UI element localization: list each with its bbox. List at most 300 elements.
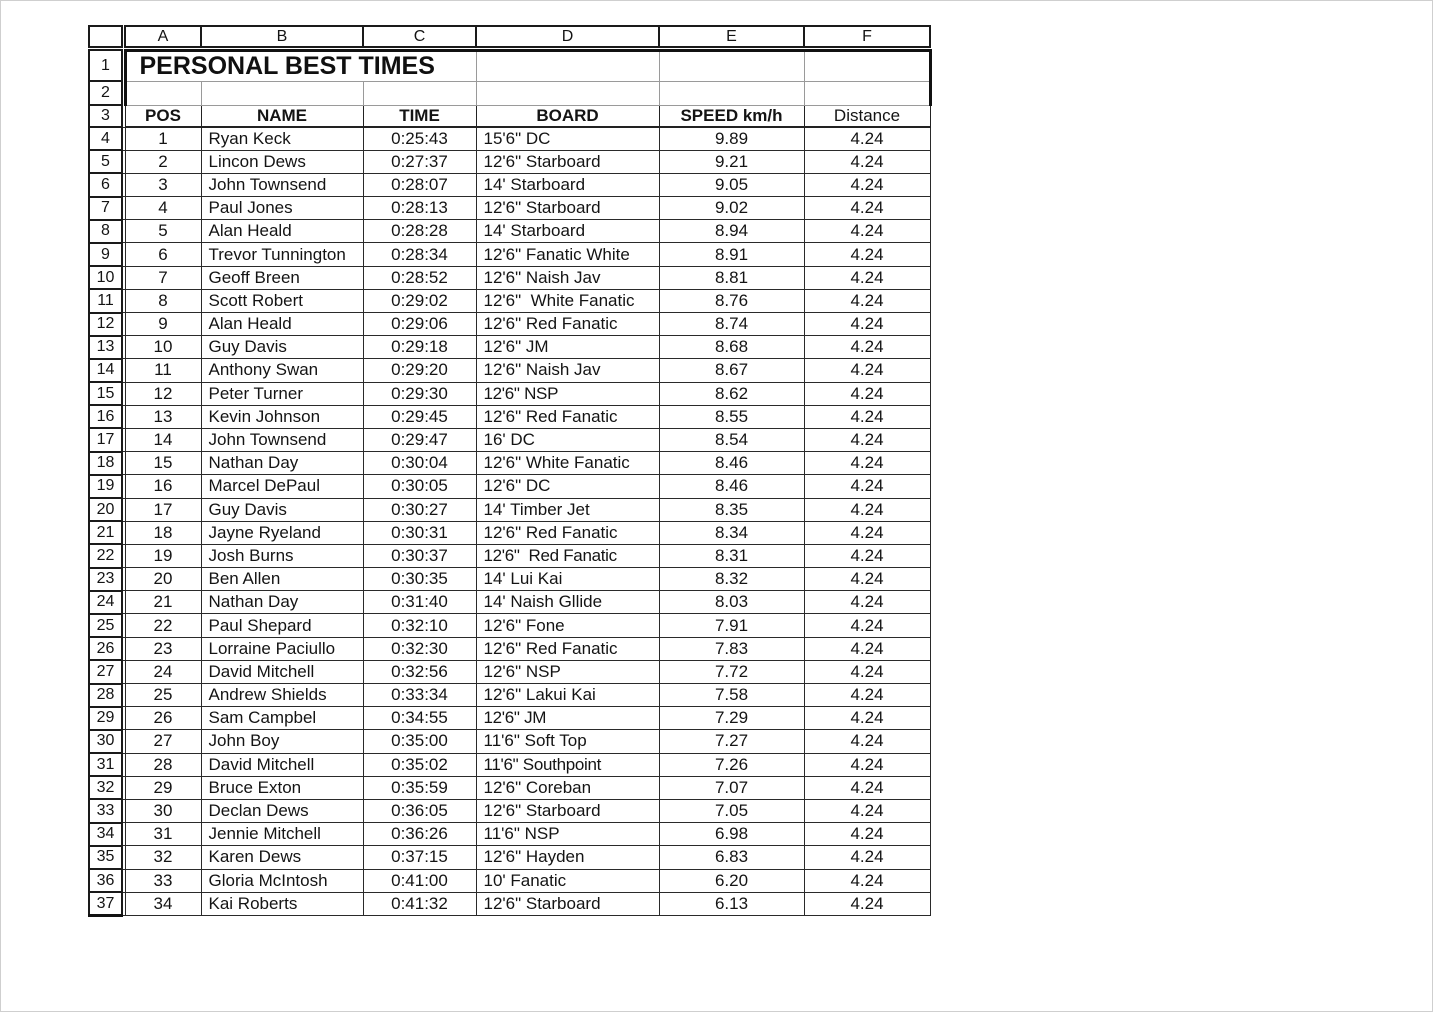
cell-pos[interactable]: 8: [125, 289, 201, 312]
column-header-row: [89, 26, 930, 47]
row-header[interactable]: 12: [89, 313, 122, 336]
cell-name[interactable]: Marcel DePaul: [201, 475, 363, 498]
column-header-d[interactable]: D: [476, 26, 659, 47]
cell-name[interactable]: David Mitchell: [201, 753, 363, 776]
empty-cell[interactable]: [363, 81, 476, 105]
table-row: [89, 823, 930, 846]
cell-time[interactable]: 0:27:37: [363, 150, 476, 173]
cell-board[interactable]: 12'6" Red Fanatic: [476, 521, 659, 544]
cell-board[interactable]: 12'6" Hayden: [476, 846, 659, 869]
column-header-b[interactable]: B: [201, 26, 363, 47]
cell-time[interactable]: 0:25:43: [363, 127, 476, 150]
cell-speed[interactable]: 7.27: [659, 730, 804, 753]
empty-cell[interactable]: [476, 81, 659, 105]
empty-cell[interactable]: [804, 50, 930, 81]
cell-board[interactable]: 12'6" Naish Jav: [476, 266, 659, 289]
cell-board[interactable]: 12'6" Lakui Kai: [476, 684, 659, 707]
table-row: [89, 405, 930, 428]
cell-name[interactable]: Andrew Shields: [201, 684, 363, 707]
select-all-corner[interactable]: [89, 26, 122, 47]
cell-pos[interactable]: 25: [125, 684, 201, 707]
cell-distance[interactable]: 4.24: [804, 591, 930, 614]
cell-name[interactable]: Sam Campbel: [201, 707, 363, 730]
cell-board[interactable]: 11'6" NSP: [476, 823, 659, 846]
cell-speed[interactable]: 8.31: [659, 544, 804, 567]
row-header[interactable]: 20: [89, 498, 122, 521]
cell-time[interactable]: 0:29:20: [363, 359, 476, 382]
table-row: [89, 266, 930, 289]
empty-cell[interactable]: [476, 50, 659, 81]
header-name[interactable]: NAME: [201, 105, 363, 127]
table-header-row: [89, 105, 930, 127]
table-row: [89, 313, 930, 336]
row-header[interactable]: 24: [89, 591, 122, 614]
cell-speed[interactable]: 9.05: [659, 173, 804, 196]
cell-name[interactable]: Trevor Tunnington: [201, 243, 363, 266]
row-header[interactable]: 14: [89, 359, 122, 382]
cell-distance[interactable]: 4.24: [804, 614, 930, 637]
cell-board[interactable]: 11'6" Southpoint: [476, 753, 659, 776]
cell-name[interactable]: Alan Heald: [201, 220, 363, 243]
cell-name[interactable]: Nathan Day: [201, 591, 363, 614]
row-header[interactable]: 6: [89, 173, 122, 196]
cell-board[interactable]: 12'6" Red Fanatic: [476, 313, 659, 336]
row-header[interactable]: 4: [89, 127, 122, 150]
cell-speed[interactable]: 8.03: [659, 591, 804, 614]
cell-distance[interactable]: 4.24: [804, 823, 930, 846]
cell-time[interactable]: 0:41:32: [363, 892, 476, 915]
row-header[interactable]: 17: [89, 428, 122, 451]
cell-speed[interactable]: 7.83: [659, 637, 804, 660]
header-pos[interactable]: POS: [125, 105, 201, 127]
table-row: [89, 591, 930, 614]
cell-speed[interactable]: 6.13: [659, 892, 804, 915]
sheet-row-2: [89, 81, 930, 105]
cell-board[interactable]: 12'6" Naish Jav: [476, 359, 659, 382]
header-speed[interactable]: SPEED km/h: [659, 105, 804, 127]
cell-distance[interactable]: 4.24: [804, 173, 930, 196]
cell-distance[interactable]: 4.24: [804, 776, 930, 799]
cell-board[interactable]: 15'6" DC: [476, 127, 659, 150]
cell-name[interactable]: John Townsend: [201, 428, 363, 451]
table-row: [89, 776, 930, 799]
cell-distance[interactable]: 4.24: [804, 684, 930, 707]
cell-pos[interactable]: 13: [125, 405, 201, 428]
row-header[interactable]: 19: [89, 475, 122, 498]
column-header-f[interactable]: F: [804, 26, 930, 47]
cell-name[interactable]: Geoff Breen: [201, 266, 363, 289]
cell-board[interactable]: 12'6" NSP: [476, 382, 659, 405]
cell-pos[interactable]: 33: [125, 869, 201, 892]
cell-board[interactable]: 12'6" White Fanatic: [476, 452, 659, 475]
cell-board[interactable]: 12'6" Starboard: [476, 150, 659, 173]
row-header[interactable]: 32: [89, 776, 122, 799]
table-row: [89, 428, 930, 451]
row-header[interactable]: 22: [89, 544, 122, 567]
cell-time[interactable]: 0:29:47: [363, 428, 476, 451]
row-header[interactable]: 25: [89, 614, 122, 637]
cell-board[interactable]: 14' Timber Jet: [476, 498, 659, 521]
cell-time[interactable]: 0:28:34: [363, 243, 476, 266]
table-row: [89, 475, 930, 498]
row-header[interactable]: 3: [89, 105, 122, 127]
cell-time[interactable]: 0:29:18: [363, 336, 476, 359]
row-header[interactable]: 10: [89, 266, 122, 289]
cell-name[interactable]: Ben Allen: [201, 568, 363, 591]
table-row: [89, 173, 930, 196]
empty-cell[interactable]: [201, 81, 363, 105]
cell-distance[interactable]: 4.24: [804, 197, 930, 220]
table-row: [89, 660, 930, 683]
cell-distance[interactable]: 4.24: [804, 243, 930, 266]
cell-speed[interactable]: 6.83: [659, 846, 804, 869]
row-header[interactable]: 37: [89, 892, 122, 915]
column-header-e[interactable]: E: [659, 26, 804, 47]
cell-distance[interactable]: 4.24: [804, 127, 930, 150]
cell-board[interactable]: 12'6" JM: [476, 707, 659, 730]
cell-board[interactable]: 12'6" Red Fanatic: [476, 405, 659, 428]
cell-pos[interactable]: 24: [125, 660, 201, 683]
cell-speed[interactable]: 7.91: [659, 614, 804, 637]
cell-name[interactable]: David Mitchell: [201, 660, 363, 683]
cell-name[interactable]: Nathan Day: [201, 452, 363, 475]
cell-name[interactable]: Jennie Mitchell: [201, 823, 363, 846]
cell-distance[interactable]: 4.24: [804, 336, 930, 359]
cell-board[interactable]: 14' Starboard: [476, 220, 659, 243]
sheet-row-1: [89, 50, 930, 81]
cell-board[interactable]: 12'6" Starboard: [476, 799, 659, 822]
cell-board[interactable]: 14' Lui Kai: [476, 568, 659, 591]
cell-time[interactable]: 0:32:56: [363, 660, 476, 683]
cell-pos[interactable]: 5: [125, 220, 201, 243]
cell-speed[interactable]: 7.58: [659, 684, 804, 707]
cell-distance[interactable]: 4.24: [804, 521, 930, 544]
cell-distance[interactable]: 4.24: [804, 405, 930, 428]
row-header[interactable]: 29: [89, 707, 122, 730]
row-header[interactable]: 26: [89, 637, 122, 660]
cell-board[interactable]: 12'6" JM: [476, 336, 659, 359]
cell-distance[interactable]: 4.24: [804, 637, 930, 660]
cell-distance[interactable]: 4.24: [804, 799, 930, 822]
cell-board[interactable]: 12'6" Starboard: [476, 892, 659, 915]
cell-name[interactable]: Karen Dews: [201, 846, 363, 869]
cell-speed[interactable]: 8.68: [659, 336, 804, 359]
cell-name[interactable]: Gloria McIntosh: [201, 869, 363, 892]
cell-speed[interactable]: 8.54: [659, 428, 804, 451]
cell-time[interactable]: 0:30:31: [363, 521, 476, 544]
row-header[interactable]: 13: [89, 336, 122, 359]
cell-board[interactable]: 14' Starboard: [476, 173, 659, 196]
cell-speed[interactable]: 8.62: [659, 382, 804, 405]
cell-pos[interactable]: 21: [125, 591, 201, 614]
cell-pos[interactable]: 34: [125, 892, 201, 915]
empty-cell[interactable]: [804, 81, 930, 105]
cell-speed[interactable]: 8.46: [659, 452, 804, 475]
row-header[interactable]: 33: [89, 799, 122, 822]
cell-board[interactable]: 12'6" Fone: [476, 614, 659, 637]
cell-pos[interactable]: 2: [125, 150, 201, 173]
table-row: [89, 568, 930, 591]
header-distance[interactable]: Distance: [804, 105, 930, 127]
cell-pos[interactable]: 11: [125, 359, 201, 382]
cell-time[interactable]: 0:35:00: [363, 730, 476, 753]
cell-speed[interactable]: 6.20: [659, 869, 804, 892]
cell-pos[interactable]: 23: [125, 637, 201, 660]
cell-distance[interactable]: 4.24: [804, 869, 930, 892]
cell-pos[interactable]: 29: [125, 776, 201, 799]
row-header[interactable]: 35: [89, 846, 122, 869]
row-header[interactable]: 11: [89, 289, 122, 312]
cell-speed[interactable]: 7.07: [659, 776, 804, 799]
cell-time[interactable]: 0:29:45: [363, 405, 476, 428]
cell-board[interactable]: 12'6" DC: [476, 475, 659, 498]
cell-distance[interactable]: 4.24: [804, 568, 930, 591]
cell-pos[interactable]: 22: [125, 614, 201, 637]
cell-pos[interactable]: 4: [125, 197, 201, 220]
row-header[interactable]: 16: [89, 405, 122, 428]
cell-name[interactable]: Alan Heald: [201, 313, 363, 336]
cell-speed[interactable]: 8.32: [659, 568, 804, 591]
cell-pos[interactable]: 10: [125, 336, 201, 359]
cell-pos[interactable]: 1: [125, 127, 201, 150]
table-row: [89, 637, 930, 660]
cell-speed[interactable]: 9.21: [659, 150, 804, 173]
cell-time[interactable]: 0:35:59: [363, 776, 476, 799]
row-header[interactable]: 28: [89, 684, 122, 707]
cell-name[interactable]: Guy Davis: [201, 336, 363, 359]
cell-distance[interactable]: 4.24: [804, 382, 930, 405]
cell-distance[interactable]: 4.24: [804, 359, 930, 382]
cell-time[interactable]: 0:31:40: [363, 591, 476, 614]
cell-pos[interactable]: 28: [125, 753, 201, 776]
table-row: [89, 684, 930, 707]
cell-speed[interactable]: 7.29: [659, 707, 804, 730]
cell-time[interactable]: 0:30:05: [363, 475, 476, 498]
table-row: [89, 799, 930, 822]
cell-name[interactable]: Guy Davis: [201, 498, 363, 521]
cell-name[interactable]: Anthony Swan: [201, 359, 363, 382]
cell-pos[interactable]: 18: [125, 521, 201, 544]
cell-distance[interactable]: 4.24: [804, 730, 930, 753]
cell-time[interactable]: 0:28:28: [363, 220, 476, 243]
cell-speed[interactable]: 9.89: [659, 127, 804, 150]
cell-pos[interactable]: 19: [125, 544, 201, 567]
cell-speed[interactable]: 8.67: [659, 359, 804, 382]
cell-distance[interactable]: 4.24: [804, 266, 930, 289]
cell-speed[interactable]: 8.81: [659, 266, 804, 289]
cell-time[interactable]: 0:30:27: [363, 498, 476, 521]
cell-name[interactable]: Declan Dews: [201, 799, 363, 822]
row-header[interactable]: 1: [89, 50, 122, 81]
cell-pos[interactable]: 7: [125, 266, 201, 289]
cell-time[interactable]: 0:41:00: [363, 869, 476, 892]
table-row: [89, 220, 930, 243]
table-row: [89, 336, 930, 359]
cell-pos[interactable]: 27: [125, 730, 201, 753]
cell-pos[interactable]: 30: [125, 799, 201, 822]
cell-speed[interactable]: 7.26: [659, 753, 804, 776]
cell-pos[interactable]: 20: [125, 568, 201, 591]
cell-speed[interactable]: 9.02: [659, 197, 804, 220]
table-row: [89, 243, 930, 266]
cell-board[interactable]: 12'6" White Fanatic: [476, 289, 659, 312]
cell-pos[interactable]: 26: [125, 707, 201, 730]
row-header[interactable]: 7: [89, 197, 122, 220]
cell-board[interactable]: 14' Naish Gllide: [476, 591, 659, 614]
page-title[interactable]: PERSONAL BEST TIMES: [125, 50, 476, 81]
cell-board[interactable]: 12'6" Coreban: [476, 776, 659, 799]
cell-distance[interactable]: 4.24: [804, 452, 930, 475]
cell-time[interactable]: 0:33:34: [363, 684, 476, 707]
column-header-c[interactable]: C: [363, 26, 476, 47]
row-header[interactable]: 8: [89, 220, 122, 243]
cell-speed[interactable]: 8.34: [659, 521, 804, 544]
cell-time[interactable]: 0:37:15: [363, 846, 476, 869]
empty-cell[interactable]: [659, 50, 804, 81]
cell-pos[interactable]: 17: [125, 498, 201, 521]
cell-distance[interactable]: 4.24: [804, 707, 930, 730]
cell-speed[interactable]: 8.94: [659, 220, 804, 243]
cell-board[interactable]: 16' DC: [476, 428, 659, 451]
cell-name[interactable]: Peter Turner: [201, 382, 363, 405]
cell-pos[interactable]: 16: [125, 475, 201, 498]
row-header[interactable]: 5: [89, 150, 122, 173]
table-row: [89, 127, 930, 150]
header-board[interactable]: BOARD: [476, 105, 659, 127]
row-header[interactable]: 9: [89, 243, 122, 266]
cell-name[interactable]: John Boy: [201, 730, 363, 753]
cell-pos[interactable]: 14: [125, 428, 201, 451]
cell-name[interactable]: Paul Jones: [201, 197, 363, 220]
cell-name[interactable]: Ryan Keck: [201, 127, 363, 150]
cell-board[interactable]: 10' Fanatic: [476, 869, 659, 892]
cell-pos[interactable]: 12: [125, 382, 201, 405]
cell-pos[interactable]: 3: [125, 173, 201, 196]
table-row: [89, 753, 930, 776]
header-time[interactable]: TIME: [363, 105, 476, 127]
row-header[interactable]: 30: [89, 730, 122, 753]
results-table-body: [89, 127, 930, 915]
cell-speed[interactable]: 8.91: [659, 243, 804, 266]
cell-time[interactable]: 0:29:02: [363, 289, 476, 312]
table-row: [89, 614, 930, 637]
cell-pos[interactable]: 6: [125, 243, 201, 266]
cell-name[interactable]: John Townsend: [201, 173, 363, 196]
table-row: [89, 498, 930, 521]
cell-speed[interactable]: 8.74: [659, 313, 804, 336]
cell-distance[interactable]: 4.24: [804, 544, 930, 567]
cell-board[interactable]: 12'6" NSP: [476, 660, 659, 683]
cell-board[interactable]: 11'6" Soft Top: [476, 730, 659, 753]
cell-name[interactable]: Lorraine Paciullo: [201, 637, 363, 660]
cell-time[interactable]: 0:28:13: [363, 197, 476, 220]
cell-distance[interactable]: 4.24: [804, 498, 930, 521]
cell-distance[interactable]: 4.24: [804, 313, 930, 336]
cell-speed[interactable]: 8.46: [659, 475, 804, 498]
cell-time[interactable]: 0:28:52: [363, 266, 476, 289]
cell-distance[interactable]: 4.24: [804, 475, 930, 498]
cell-speed[interactable]: 8.35: [659, 498, 804, 521]
cell-name[interactable]: Bruce Exton: [201, 776, 363, 799]
table-row: [89, 869, 930, 892]
empty-cell[interactable]: [659, 81, 804, 105]
row-header[interactable]: 31: [89, 753, 122, 776]
cell-time[interactable]: 0:32:10: [363, 614, 476, 637]
cell-pos[interactable]: 9: [125, 313, 201, 336]
cell-time[interactable]: 0:35:02: [363, 753, 476, 776]
cell-distance[interactable]: 4.24: [804, 846, 930, 869]
column-header-a[interactable]: A: [125, 26, 201, 47]
cell-time[interactable]: 0:36:26: [363, 823, 476, 846]
table-row: [89, 382, 930, 405]
cell-distance[interactable]: 4.24: [804, 753, 930, 776]
row-header[interactable]: 36: [89, 869, 122, 892]
table-row: [89, 359, 930, 382]
cell-time[interactable]: 0:30:35: [363, 568, 476, 591]
cell-time[interactable]: 0:28:07: [363, 173, 476, 196]
row-header[interactable]: 23: [89, 568, 122, 591]
table-row: [89, 452, 930, 475]
table-row: [89, 730, 930, 753]
cell-time[interactable]: 0:29:06: [363, 313, 476, 336]
cell-time[interactable]: 0:32:30: [363, 637, 476, 660]
cell-distance[interactable]: 4.24: [804, 660, 930, 683]
cell-distance[interactable]: 4.24: [804, 150, 930, 173]
cell-time[interactable]: 0:29:30: [363, 382, 476, 405]
cell-name[interactable]: Jayne Ryeland: [201, 521, 363, 544]
cell-speed[interactable]: 7.72: [659, 660, 804, 683]
cell-time[interactable]: 0:36:05: [363, 799, 476, 822]
table-row: [89, 846, 930, 869]
row-header[interactable]: 34: [89, 823, 122, 846]
cell-board[interactable]: 12'6" Red Fanatic: [476, 637, 659, 660]
cell-name[interactable]: Scott Robert: [201, 289, 363, 312]
cell-distance[interactable]: 4.24: [804, 289, 930, 312]
spreadsheet-table: [88, 25, 932, 917]
cell-time[interactable]: 0:34:55: [363, 707, 476, 730]
cell-speed[interactable]: 8.76: [659, 289, 804, 312]
cell-name[interactable]: Lincon Dews: [201, 150, 363, 173]
cell-board[interactable]: 12'6" Red Fanatic: [476, 544, 659, 567]
cell-pos[interactable]: 15: [125, 452, 201, 475]
cell-speed[interactable]: 6.98: [659, 823, 804, 846]
table-row: [89, 544, 930, 567]
cell-name[interactable]: Paul Shepard: [201, 614, 363, 637]
row-header[interactable]: 21: [89, 521, 122, 544]
cell-distance[interactable]: 4.24: [804, 892, 930, 915]
row-header[interactable]: 15: [89, 382, 122, 405]
table-row: [89, 707, 930, 730]
cell-time[interactable]: 0:30:04: [363, 452, 476, 475]
cell-name[interactable]: Kevin Johnson: [201, 405, 363, 428]
cell-pos[interactable]: 32: [125, 846, 201, 869]
row-header[interactable]: 2: [89, 81, 122, 105]
cell-board[interactable]: 12'6" Starboard: [476, 197, 659, 220]
cell-speed[interactable]: 8.55: [659, 405, 804, 428]
table-row: [89, 289, 930, 312]
cell-name[interactable]: Kai Roberts: [201, 892, 363, 915]
cell-distance[interactable]: 4.24: [804, 428, 930, 451]
row-header[interactable]: 27: [89, 660, 122, 683]
cell-time[interactable]: 0:30:37: [363, 544, 476, 567]
cell-name[interactable]: Josh Burns: [201, 544, 363, 567]
cell-speed[interactable]: 7.05: [659, 799, 804, 822]
row-header[interactable]: 18: [89, 452, 122, 475]
empty-cell[interactable]: [125, 81, 201, 105]
cell-board[interactable]: 12'6" Fanatic White: [476, 243, 659, 266]
cell-distance[interactable]: 4.24: [804, 220, 930, 243]
cell-pos[interactable]: 31: [125, 823, 201, 846]
